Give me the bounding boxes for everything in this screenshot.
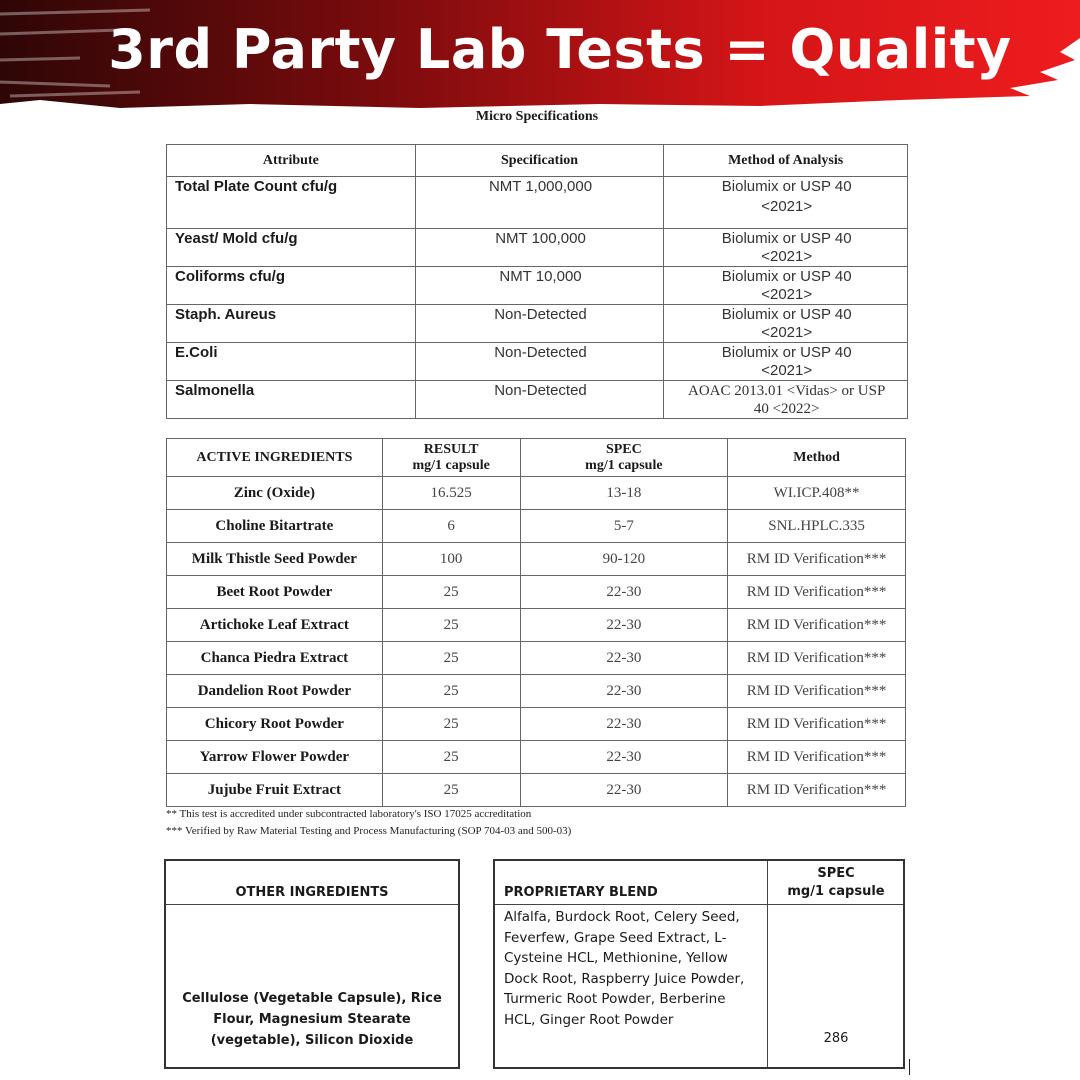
method-cell: RM ID Verification*** [728,609,906,642]
blend-line: Cysteine HCL, Methionine, Yellow [504,950,728,966]
method-cell: SNL.HPLC.335 [728,510,906,543]
spec-cell: 22-30 [520,576,728,609]
footnote-verification: *** Verified by Raw Material Testing and Process Manufacturing (SOP 704-03 and 500-03) [166,825,572,837]
proprietary-blend-amount: 286 [823,1031,849,1046]
attribute-cell: Total Plate Count cfu/g [167,177,416,229]
blend-line: HCL, Ginger Root Powder [504,1011,674,1028]
method-cell: RM ID Verification*** [728,642,906,675]
table-header-row [167,145,908,177]
table-header-row [167,439,906,477]
method-cell [664,177,908,229]
method-cell: RM ID Verification*** [728,708,906,741]
result-header-line: RESULT [423,441,479,457]
attribute-cell: Coliforms cfu/g [167,267,416,305]
other-ingredients-text [166,988,458,1051]
other-ingredients-line: Flour, Magnesium Stearate [213,1012,411,1027]
method-line: <2021> [761,362,813,379]
proprietary-blend-header: PROPRIETARY BLEND [504,885,658,900]
method-cell [664,381,908,419]
attribute-cell: E.Coli [167,343,416,381]
result-cell: 25 [382,576,520,609]
ingredient-cell: Chicory Root Powder [167,708,383,741]
ingredient-cell: Dandelion Root Powder [167,675,383,708]
column-header-spec [520,439,728,477]
banner-title: 3rd Party Lab Tests = Quality [108,18,1012,81]
proprietary-spec-header [767,865,905,901]
method-line: Biolumix or USP 40 [721,344,852,361]
table-row [167,741,906,774]
method-cell [664,267,908,305]
method-line: 40 <2022> [753,401,820,417]
method-line: Biolumix or USP 40 [721,306,852,323]
result-cell: 100 [382,543,520,576]
text-cursor-mark [909,1059,910,1075]
spec-cell: 22-30 [520,609,728,642]
table-row [167,675,906,708]
spec-cell: 22-30 [520,642,728,675]
method-cell: RM ID Verification*** [728,675,906,708]
table-row [167,543,906,576]
method-cell [664,305,908,343]
column-header-result [382,439,520,477]
spec-cell: 22-30 [520,774,728,807]
specification-cell: Non-Detected [415,381,664,419]
table-row [167,267,908,305]
table-row [167,381,908,419]
method-cell: RM ID Verification*** [728,576,906,609]
result-cell: 25 [382,675,520,708]
table-row [167,510,906,543]
proprietary-blend-list [504,907,766,1030]
column-header-method: Method [728,439,906,477]
blend-line: Turmeric Root Powder, Berberine [504,991,726,1007]
ingredient-cell: Jujube Fruit Extract [167,774,383,807]
specification-cell: NMT 10,000 [415,267,664,305]
spec-cell: 22-30 [520,741,728,774]
table-row [167,177,908,229]
column-header-attribute: Attribute [167,145,416,177]
attribute-cell: Yeast/ Mold cfu/g [167,229,416,267]
other-ingredients-line: (vegetable), Silicon Dioxide [210,1033,414,1048]
result-cell: 25 [382,774,520,807]
method-line: Biolumix or USP 40 [721,178,852,195]
method-cell [664,229,908,267]
active-ingredients-table [166,438,906,807]
spec-header-line: SPEC [817,866,855,881]
spec-cell: 5-7 [520,510,728,543]
table-row [167,343,908,381]
attribute-cell: Staph. Aureus [167,305,416,343]
result-cell: 25 [382,609,520,642]
specification-cell: NMT 1,000,000 [415,177,664,229]
method-line: <2021> [761,198,813,215]
table-row [167,774,906,807]
method-cell [664,343,908,381]
spec-header-line: SPEC [605,441,642,457]
method-cell: RM ID Verification*** [728,774,906,807]
other-ingredients-header: OTHER INGREDIENTS [166,861,458,905]
result-cell: 16.525 [382,477,520,510]
table-row [167,229,908,267]
micro-specifications-table [166,144,908,419]
result-header-unit: mg/1 capsule [412,457,490,473]
column-header-active-ingredients: ACTIVE INGREDIENTS [167,439,383,477]
blend-line: Feverfew, Grape Seed Extract, L- [504,929,727,946]
proprietary-blend-box [493,859,905,1069]
method-cell: WI.ICP.408** [728,477,906,510]
spec-cell: 13-18 [520,477,728,510]
specification-cell: Non-Detected [415,343,664,381]
other-ingredients-box [164,859,460,1069]
method-cell: RM ID Verification*** [728,741,906,774]
result-cell: 25 [382,642,520,675]
table-row [167,477,906,510]
result-cell: 25 [382,741,520,774]
table-row [167,305,908,343]
ingredient-cell: Zinc (Oxide) [167,477,383,510]
footnote-accreditation: ** This test is accredited under subcontracted laboratory's ISO 17025 accreditation [166,808,532,820]
column-header-method: Method of Analysis [664,145,908,177]
blend-line: Alfalfa, Burdock Root, Celery Seed, [504,909,740,925]
table-row [167,642,906,675]
result-cell: 6 [382,510,520,543]
column-header-specification: Specification [415,145,664,177]
specification-cell: NMT 100,000 [415,229,664,267]
attribute-cell: Salmonella [167,381,416,419]
result-cell: 25 [382,708,520,741]
ingredient-cell: Artichoke Leaf Extract [167,609,383,642]
ingredient-cell: Chanca Piedra Extract [167,642,383,675]
ingredient-cell: Beet Root Powder [167,576,383,609]
specification-cell: Non-Detected [415,305,664,343]
spec-header-unit: mg/1 capsule [585,457,663,473]
ingredient-cell: Milk Thistle Seed Powder [167,543,383,576]
table-row [167,609,906,642]
ingredient-cell: Yarrow Flower Powder [167,741,383,774]
method-line: <2021> [761,286,813,303]
method-line: Biolumix or USP 40 [721,230,852,247]
spec-cell: 90-120 [520,543,728,576]
blend-line: Dock Root, Raspberry Juice Powder, [504,970,745,987]
method-line: <2021> [761,324,813,341]
method-line: <2021> [761,248,813,265]
table-row [167,576,906,609]
header-divider [495,904,903,905]
other-ingredients-line: Cellulose (Vegetable Capsule), Rice [182,991,442,1006]
method-line: AOAC 2013.01 <Vidas> or USP [688,383,886,399]
method-line: Biolumix or USP 40 [721,268,852,285]
spec-cell: 22-30 [520,675,728,708]
table-row [167,708,906,741]
micro-specifications-title: Micro Specifications [475,109,599,124]
banner [0,0,1080,112]
spec-header-unit: mg/1 capsule [787,884,885,899]
method-cell: RM ID Verification*** [728,543,906,576]
ingredient-cell: Choline Bitartrate [167,510,383,543]
spec-cell: 22-30 [520,708,728,741]
